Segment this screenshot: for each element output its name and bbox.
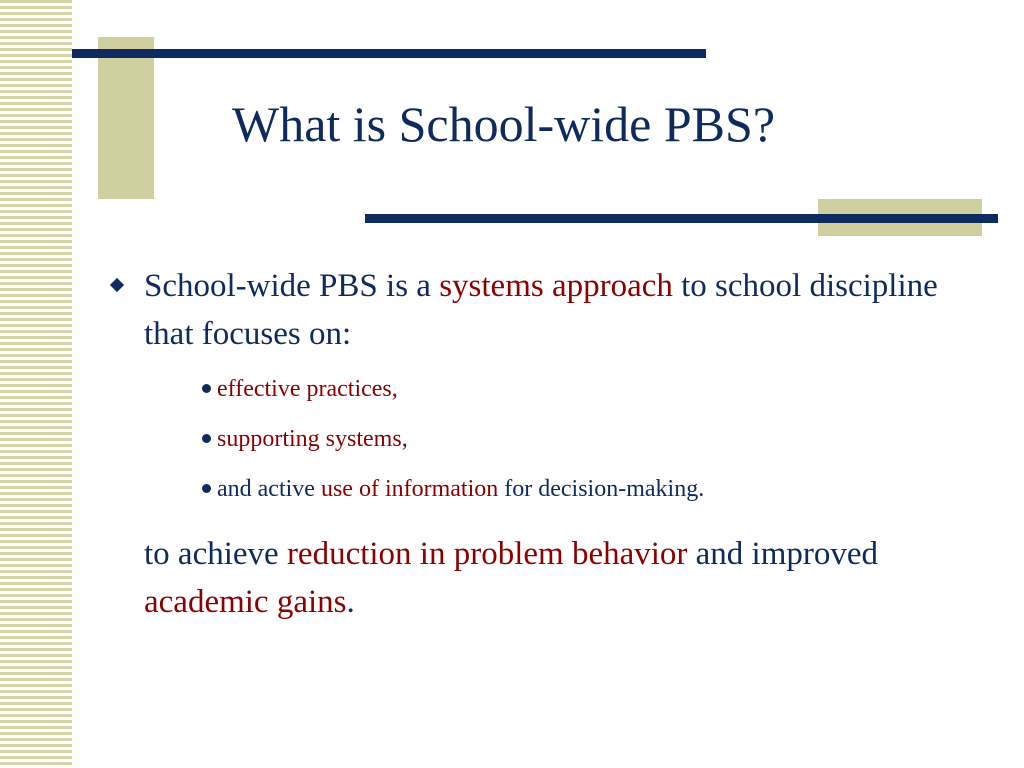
slide-content xyxy=(108,262,988,626)
conclusion-emphasis-1: reduction in problem behavior xyxy=(286,536,688,572)
dot-bullet-icon xyxy=(202,484,211,493)
sub-bullet-emphasis: supporting systems xyxy=(217,426,402,452)
conclusion-text xyxy=(108,530,988,626)
decorative-block-left xyxy=(98,37,154,199)
sub-bullet-suffix: , xyxy=(401,426,408,452)
sub-bullet-prefix: and active xyxy=(217,476,321,502)
conclusion-text-2: and improved xyxy=(687,536,879,572)
sub-bullet-emphasis: effective practices, xyxy=(217,376,398,402)
dot-bullet-icon xyxy=(202,434,211,443)
sub-bullet-item xyxy=(202,464,988,514)
conclusion-text-3: . xyxy=(346,584,355,620)
decorative-stripes xyxy=(0,0,72,768)
main-bullet-text-1: School-wide PBS is a xyxy=(144,268,440,304)
title-rule-bottom xyxy=(365,214,998,223)
sub-bullet-suffix: for decision-making. xyxy=(498,476,705,502)
main-bullet xyxy=(108,262,988,358)
slide-title: What is School-wide PBS? xyxy=(232,96,776,152)
conclusion-emphasis-2: academic gains xyxy=(144,584,347,620)
sub-bullet-item xyxy=(202,414,988,464)
sub-bullet-list xyxy=(108,364,988,514)
main-bullet-text-2: to school discipline that focuses on: xyxy=(144,268,938,352)
main-bullet-emphasis: systems approach xyxy=(439,268,673,304)
dot-bullet-icon xyxy=(202,384,211,393)
title-rule-top xyxy=(72,49,706,58)
conclusion-text-1: to achieve xyxy=(144,536,287,572)
sub-bullet-emphasis: use of information xyxy=(320,476,499,502)
diamond-bullet-icon xyxy=(110,278,124,292)
sub-bullet-item xyxy=(202,364,988,414)
